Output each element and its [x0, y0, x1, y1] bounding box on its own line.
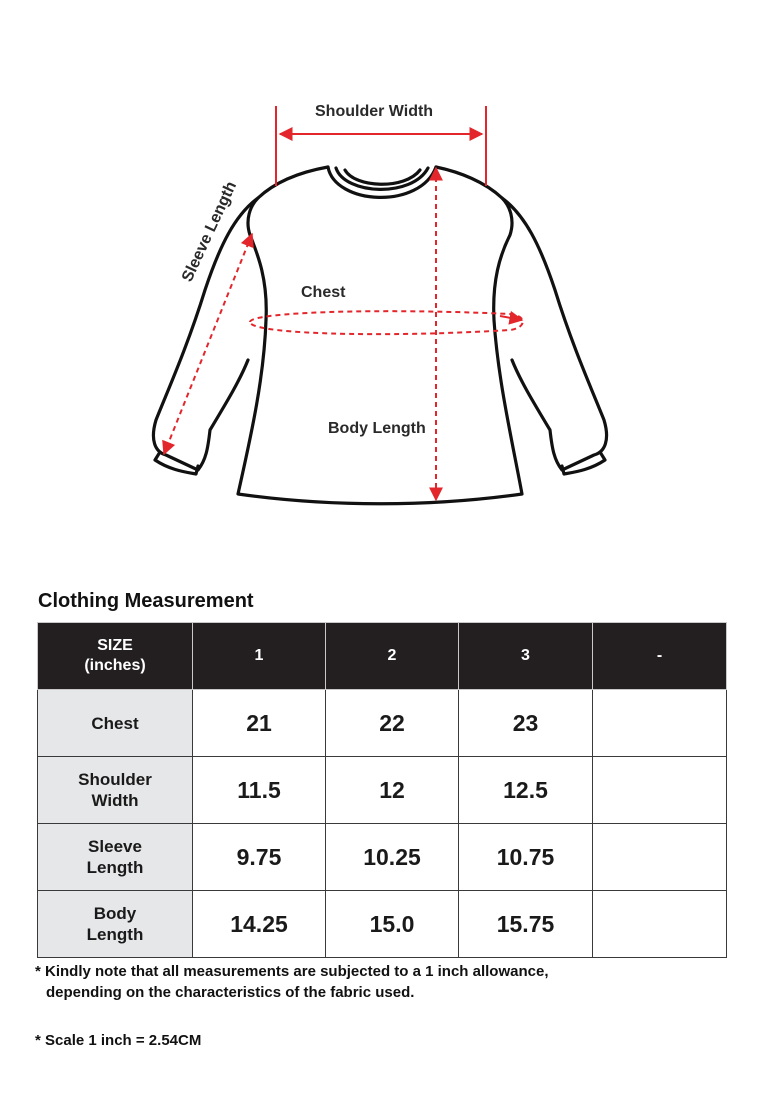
- label-body-length: Body Length: [328, 420, 426, 437]
- cell-shoulder-4: [593, 757, 727, 824]
- header-unit-label: (inches): [84, 657, 146, 674]
- scale-note: * Scale 1 inch = 2.54CM: [35, 1032, 202, 1049]
- cell-sleeve-4: [593, 824, 727, 891]
- cell-shoulder-1: 11.5: [193, 757, 326, 824]
- collar-inner: [336, 168, 428, 189]
- label-sleeve-length: Sleeve Length: [178, 179, 241, 285]
- collar-inner-2: [345, 170, 420, 184]
- table-row-body-length: [38, 891, 727, 958]
- header-size-2: 2: [326, 623, 459, 690]
- row-label-chest: Chest: [38, 690, 193, 757]
- cell-body-3: 15.75: [459, 891, 593, 958]
- header-size-label: SIZE: [97, 637, 133, 654]
- cell-sleeve-1: 9.75: [193, 824, 326, 891]
- cell-shoulder-3: 12.5: [459, 757, 593, 824]
- cell-shoulder-2: 12: [326, 757, 459, 824]
- cell-body-4: [593, 891, 727, 958]
- row-label-shoulder-width: Shoulder Width: [38, 757, 193, 824]
- cell-chest-4: [593, 690, 727, 757]
- table-row-chest: [38, 690, 727, 757]
- header-size-4: -: [593, 623, 727, 690]
- cell-chest-1: 21: [193, 690, 326, 757]
- left-cuff: [155, 452, 198, 474]
- sleeve-length-arrow: [164, 234, 252, 454]
- cell-chest-2: 22: [326, 690, 459, 757]
- cell-body-2: 15.0: [326, 891, 459, 958]
- chest-ellipse: [250, 311, 523, 334]
- cell-sleeve-2: 10.25: [326, 824, 459, 891]
- cell-chest-3: 23: [459, 690, 593, 757]
- allowance-note-line2: depending on the characteristics of the fabric used.: [46, 984, 415, 1001]
- label-chest: Chest: [301, 284, 346, 301]
- measure-lines: [164, 106, 523, 500]
- row-label-body-length: Body Length: [38, 891, 193, 958]
- size-table: [37, 622, 727, 958]
- header-size-3: 3: [459, 623, 593, 690]
- section-title: Clothing Measurement: [38, 590, 254, 612]
- table-header-row: [38, 623, 727, 690]
- label-shoulder-width: Shoulder Width: [315, 103, 434, 120]
- cell-sleeve-3: 10.75: [459, 824, 593, 891]
- right-cuff: [562, 452, 605, 474]
- table-row-shoulder-width: [38, 757, 727, 824]
- allowance-note-line1: * Kindly note that all measurements are subjected to a 1 inch allowance,: [35, 963, 549, 980]
- cell-body-1: 14.25: [193, 891, 326, 958]
- row-label-sleeve-length: Sleeve Length: [38, 824, 193, 891]
- header-size: [38, 623, 193, 690]
- right-sleeve: [502, 198, 607, 470]
- table-row-sleeve-length: [38, 824, 727, 891]
- header-size-1: 1: [193, 623, 326, 690]
- sweater-body: [238, 167, 522, 504]
